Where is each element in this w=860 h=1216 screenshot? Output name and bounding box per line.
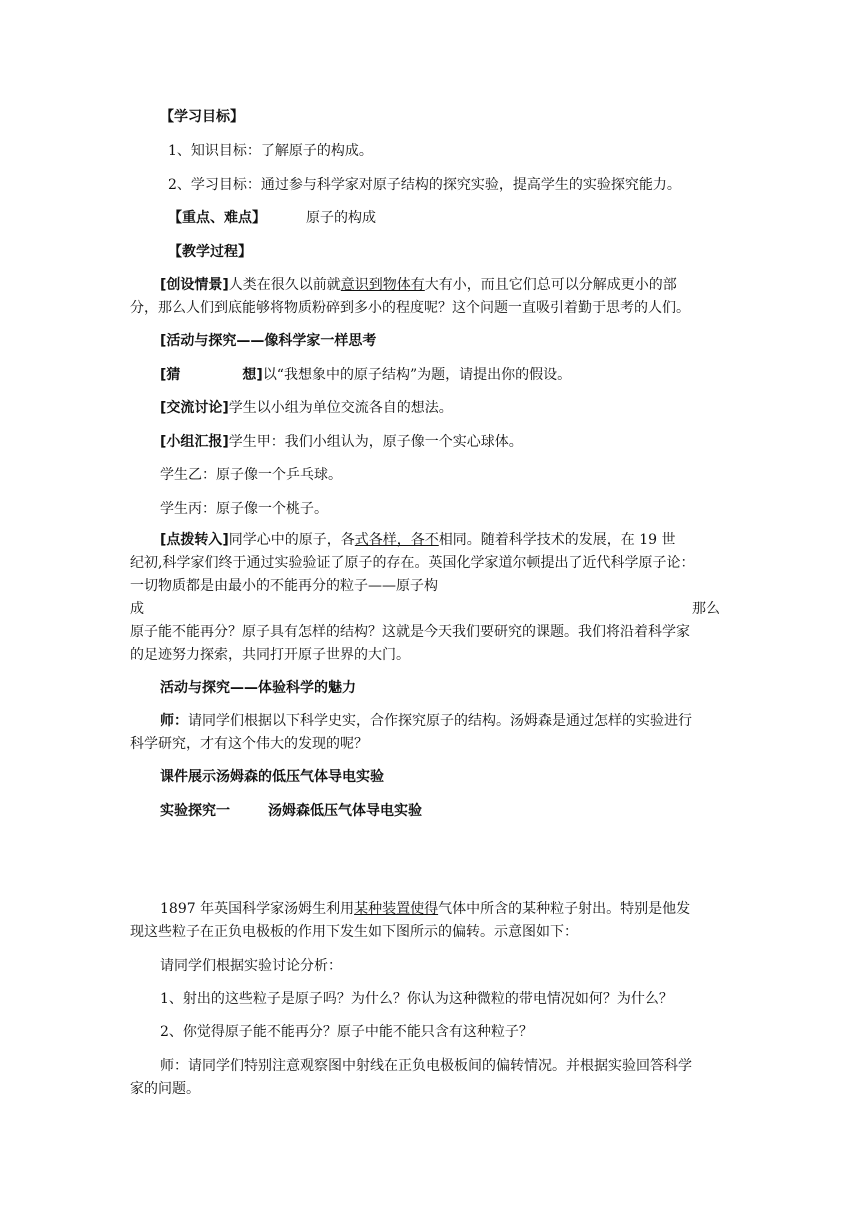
process-heading: 【教学过程】: [168, 244, 252, 260]
tip-text-b: 相同。随着科学技术的发展，在 19 世: [438, 532, 676, 548]
teacher-line-2: 科学研究，才有这个伟大的发现的呢？: [130, 736, 368, 752]
tip-line-4-left: 成: [130, 601, 144, 617]
report-text: 学生甲：我们小组认为，原子像一个实心球体。: [228, 434, 523, 450]
discussion-text: 学生以小组为单位交流各自的想法。: [228, 400, 453, 416]
history-text-b: 气体中所含的某种粒子射出。特别是他发: [438, 901, 691, 917]
tip-text-a: 同学心中的原子，各: [228, 532, 355, 548]
tip-label: [点拨转入]: [160, 532, 229, 548]
tip-line-1: [160, 530, 760, 550]
scenario-label: [创设情景]: [160, 277, 229, 293]
courseware-show: 课件展示汤姆森的低压气体导电实验: [160, 769, 384, 785]
tip-line-4-right: 那么: [692, 601, 720, 617]
teacher-label: 师：: [160, 713, 188, 729]
objective-learning: 2、学习目标：通过参与科学家对原子结构的探究实验，提高学生的实验探究能力。: [168, 177, 681, 193]
question-1: 1、射出的这些粒子是原子吗？为什么？你认为这种微粒的带电情况如何？为什么？: [160, 991, 673, 1007]
scenario-line-1: [160, 275, 760, 295]
teacher-text: 请同学们根据以下科学史实，合作探究原子的结构。汤姆森是通过怎样的实验进行: [188, 713, 692, 729]
tip-line-6: 的足迹努力探索，共同打开原子世界的大门。: [130, 647, 410, 663]
tip-line-5: 原子能不能再分？原子具有怎样的结构？这就是今天我们要研究的课题。我们将沿着科学家: [130, 624, 690, 640]
activity-charm-heading: 活动与探究——体验科学的魅力: [160, 680, 356, 696]
student-c: 学生丙：原子像一个桃子。: [160, 501, 328, 517]
key-label: 【重点、难点】: [168, 210, 266, 226]
activity-think-heading: [活动与探究——像科学家一样思考: [160, 333, 377, 349]
scenario-line-2: 分，那么人们到底能够将物质粉碎到多小的程度呢？这个问题一直吸引着勤于思考的人们。: [130, 300, 690, 316]
final-line-1: 师：请同学们特别注意观察图中射线在正负电极板间的偏转情况。并根据实验回答科学: [160, 1058, 692, 1074]
experiment-label: 实验探究一: [160, 803, 230, 819]
guess-label-left: [猜: [160, 367, 181, 383]
tip-line-2: 纪初,科学家们终于通过实验验证了原子的存在。英国化学家道尔顿提出了近代科学原子论：: [130, 555, 695, 571]
guess-label-right: 想]: [242, 367, 263, 383]
discussion-prompt: 请同学们根据实验讨论分析：: [160, 958, 342, 974]
report-label: [小组汇报]: [160, 434, 229, 450]
scenario-text-b: 大有小，而且它们总可以分解成更小的部: [424, 277, 677, 293]
experiment-title: 汤姆森低压气体导电实验: [268, 803, 422, 819]
history-underlined: 某种装置使得: [354, 901, 439, 917]
objective-knowledge: 1、知识目标：了解原子的构成。: [168, 143, 373, 159]
history-line-2: 现这些粒子在正负电极板的作用下发生如下图所示的偏转。示意图如下：: [130, 924, 578, 940]
scenario-underlined: 意识到物体有: [340, 277, 425, 293]
key-points: [168, 208, 768, 228]
guess-text: 以“我想象中的原子结构”为题，请提出你的假设。: [262, 367, 572, 383]
discussion-label: [交流讨论]: [160, 400, 229, 416]
question-2: 2、你觉得原子能不能再分？原子中能不能只含有这种粒子？: [160, 1024, 533, 1040]
guess-line: [160, 365, 760, 385]
objectives-heading: 【学习目标】: [160, 109, 244, 125]
final-line-2: 家的问题。: [130, 1081, 200, 1097]
tip-underlined: 式各样，各不: [354, 532, 439, 548]
discussion-line: [160, 398, 760, 418]
tip-line-3: 一切物质都是由最小的不能再分的粒子——原子构: [130, 578, 438, 594]
scenario-text-a: 人类在很久以前就: [228, 277, 341, 293]
student-b: 学生乙：原子像一个乒乓球。: [160, 467, 342, 483]
report-line: [160, 432, 760, 452]
teacher-line-1: [160, 711, 760, 731]
history-line-1: [160, 899, 760, 919]
experiment-heading: [160, 801, 760, 821]
history-text-a: 1897 年英国科学家汤姆生利用: [160, 901, 355, 917]
key-text: 原子的构成: [306, 210, 376, 226]
